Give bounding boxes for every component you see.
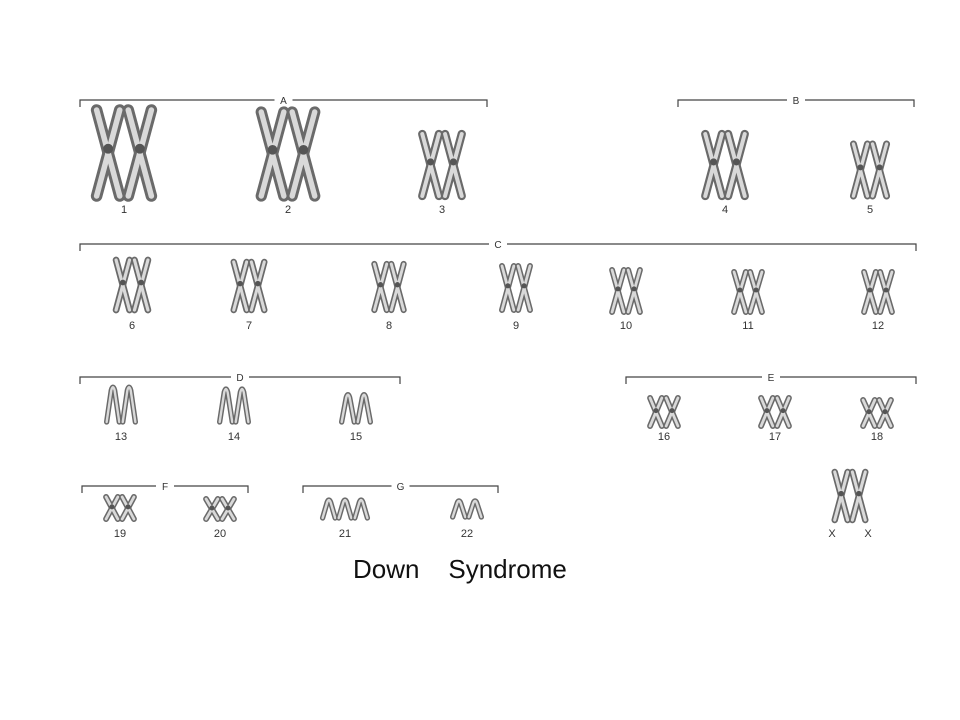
chromosome <box>342 395 355 422</box>
chromosome <box>358 395 371 422</box>
group-letter: G <box>396 482 405 493</box>
chromosome-number: 7 <box>245 320 253 332</box>
chromosome-pair-13 <box>107 387 136 443</box>
chromosome-pair-x <box>828 472 872 540</box>
group-bracket-f <box>82 482 248 493</box>
chromosome <box>734 272 746 312</box>
chromosome-number: 5 <box>866 204 874 216</box>
chromosome-pair-14 <box>220 389 249 443</box>
chromosome-pair-1 <box>97 110 152 216</box>
chromosome-number: 17 <box>768 431 782 443</box>
diagram-caption: Down Syndrome <box>353 554 567 584</box>
group-letter: E <box>767 373 775 384</box>
chromosome <box>236 389 249 422</box>
chromosome-number: 10 <box>619 320 633 332</box>
group-letter: D <box>236 373 244 384</box>
chromosome <box>750 272 762 312</box>
chromosome <box>391 264 403 310</box>
chromosome <box>116 260 129 310</box>
chromosome <box>761 398 773 426</box>
chromosome-number: 6 <box>128 320 136 332</box>
chromosome <box>502 266 514 310</box>
chromosome <box>134 260 147 310</box>
chromosome-number: 14 <box>227 431 241 443</box>
group-bracket-c <box>80 240 916 251</box>
group-letter: C <box>494 240 502 251</box>
chromosome-number: 18 <box>870 431 884 443</box>
chromosome-pair-7 <box>234 262 265 332</box>
chromosome-pair-3 <box>422 134 461 216</box>
chromosome <box>261 112 284 196</box>
chromosome-number: 13 <box>114 431 128 443</box>
chromosome <box>122 497 134 519</box>
chromosome-pair-2 <box>261 112 314 216</box>
chromosome <box>355 500 368 518</box>
chromosome <box>323 500 336 518</box>
chromosome-pair-18 <box>863 400 891 443</box>
group-bracket-a <box>80 96 487 107</box>
chromosome-number: 19 <box>113 528 127 540</box>
chromosome <box>777 398 789 426</box>
chromosome-pair-5 <box>853 144 886 216</box>
chromosome <box>469 501 482 517</box>
chromosome-pair-16 <box>650 398 678 443</box>
chromosome <box>518 266 530 310</box>
chromosome <box>128 110 151 196</box>
chromosome <box>628 270 640 312</box>
chromosome <box>852 472 865 520</box>
chromosome <box>612 270 624 312</box>
chromosome-pair-21 <box>323 500 368 540</box>
chromosome <box>107 387 120 422</box>
chromosome-pair-19 <box>106 497 134 540</box>
chromosome <box>864 272 876 312</box>
chromosome <box>123 387 136 422</box>
chromosome <box>339 500 352 518</box>
chromosome <box>705 134 722 196</box>
chromosome-number: 8 <box>385 320 393 332</box>
chromosome-number: 12 <box>871 320 885 332</box>
chromosome-number: 22 <box>460 528 474 540</box>
chromosome-pair-11 <box>734 272 762 332</box>
group-bracket-g <box>303 482 498 493</box>
group-letter: F <box>161 482 169 493</box>
chromosome-number: 15 <box>349 431 363 443</box>
chromosome <box>374 264 386 310</box>
chromosome-number: 2 <box>284 204 292 216</box>
chromosome <box>880 272 892 312</box>
chromosome-number: 3 <box>438 204 446 216</box>
group-bracket-d <box>80 373 400 384</box>
chromosome-pair-10 <box>612 270 640 332</box>
group-letter: A <box>280 96 287 107</box>
chromosome <box>234 262 247 310</box>
chromosome-number: X X <box>828 528 872 540</box>
chromosome-pair-9 <box>502 266 530 332</box>
chromosome-pairs <box>97 110 892 540</box>
chromosome-pair-17 <box>761 398 789 443</box>
chromosome-pair-4 <box>705 134 744 216</box>
chromosome <box>666 398 678 426</box>
chromosome-pair-22 <box>453 501 482 540</box>
chromosome <box>879 400 891 426</box>
chromosome <box>206 499 218 519</box>
chromosome-number: 9 <box>512 320 520 332</box>
chromosome <box>853 144 867 196</box>
chromosome-pair-15 <box>342 395 371 443</box>
chromosome <box>835 472 848 520</box>
chromosome <box>222 499 234 519</box>
chromosome <box>251 262 264 310</box>
chromosome-number: 21 <box>338 528 352 540</box>
chromosome-number: 4 <box>721 204 729 216</box>
group-bracket-e <box>626 373 916 384</box>
chromosome-number: 1 <box>120 204 128 216</box>
chromosome <box>106 497 118 519</box>
chromosome-number: 16 <box>657 431 671 443</box>
chromosome-number: 11 <box>742 320 754 332</box>
group-letter: B <box>792 96 800 107</box>
chromosome <box>863 400 875 426</box>
chromosome <box>453 501 466 517</box>
chromosome <box>445 134 462 196</box>
chromosome <box>650 398 662 426</box>
chromosome <box>220 389 233 422</box>
chromosome <box>873 144 887 196</box>
group-brackets <box>80 96 916 493</box>
chromosome <box>422 134 439 196</box>
chromosome <box>97 110 120 196</box>
chromosome-pair-6 <box>116 260 148 332</box>
chromosome-pair-8 <box>374 264 403 332</box>
chromosome <box>292 112 315 196</box>
chromosome-number: 20 <box>213 528 227 540</box>
chromosome-pair-12 <box>864 272 892 332</box>
chromosome <box>728 134 745 196</box>
group-bracket-b <box>678 96 914 107</box>
chromosome-pair-20 <box>206 499 234 540</box>
